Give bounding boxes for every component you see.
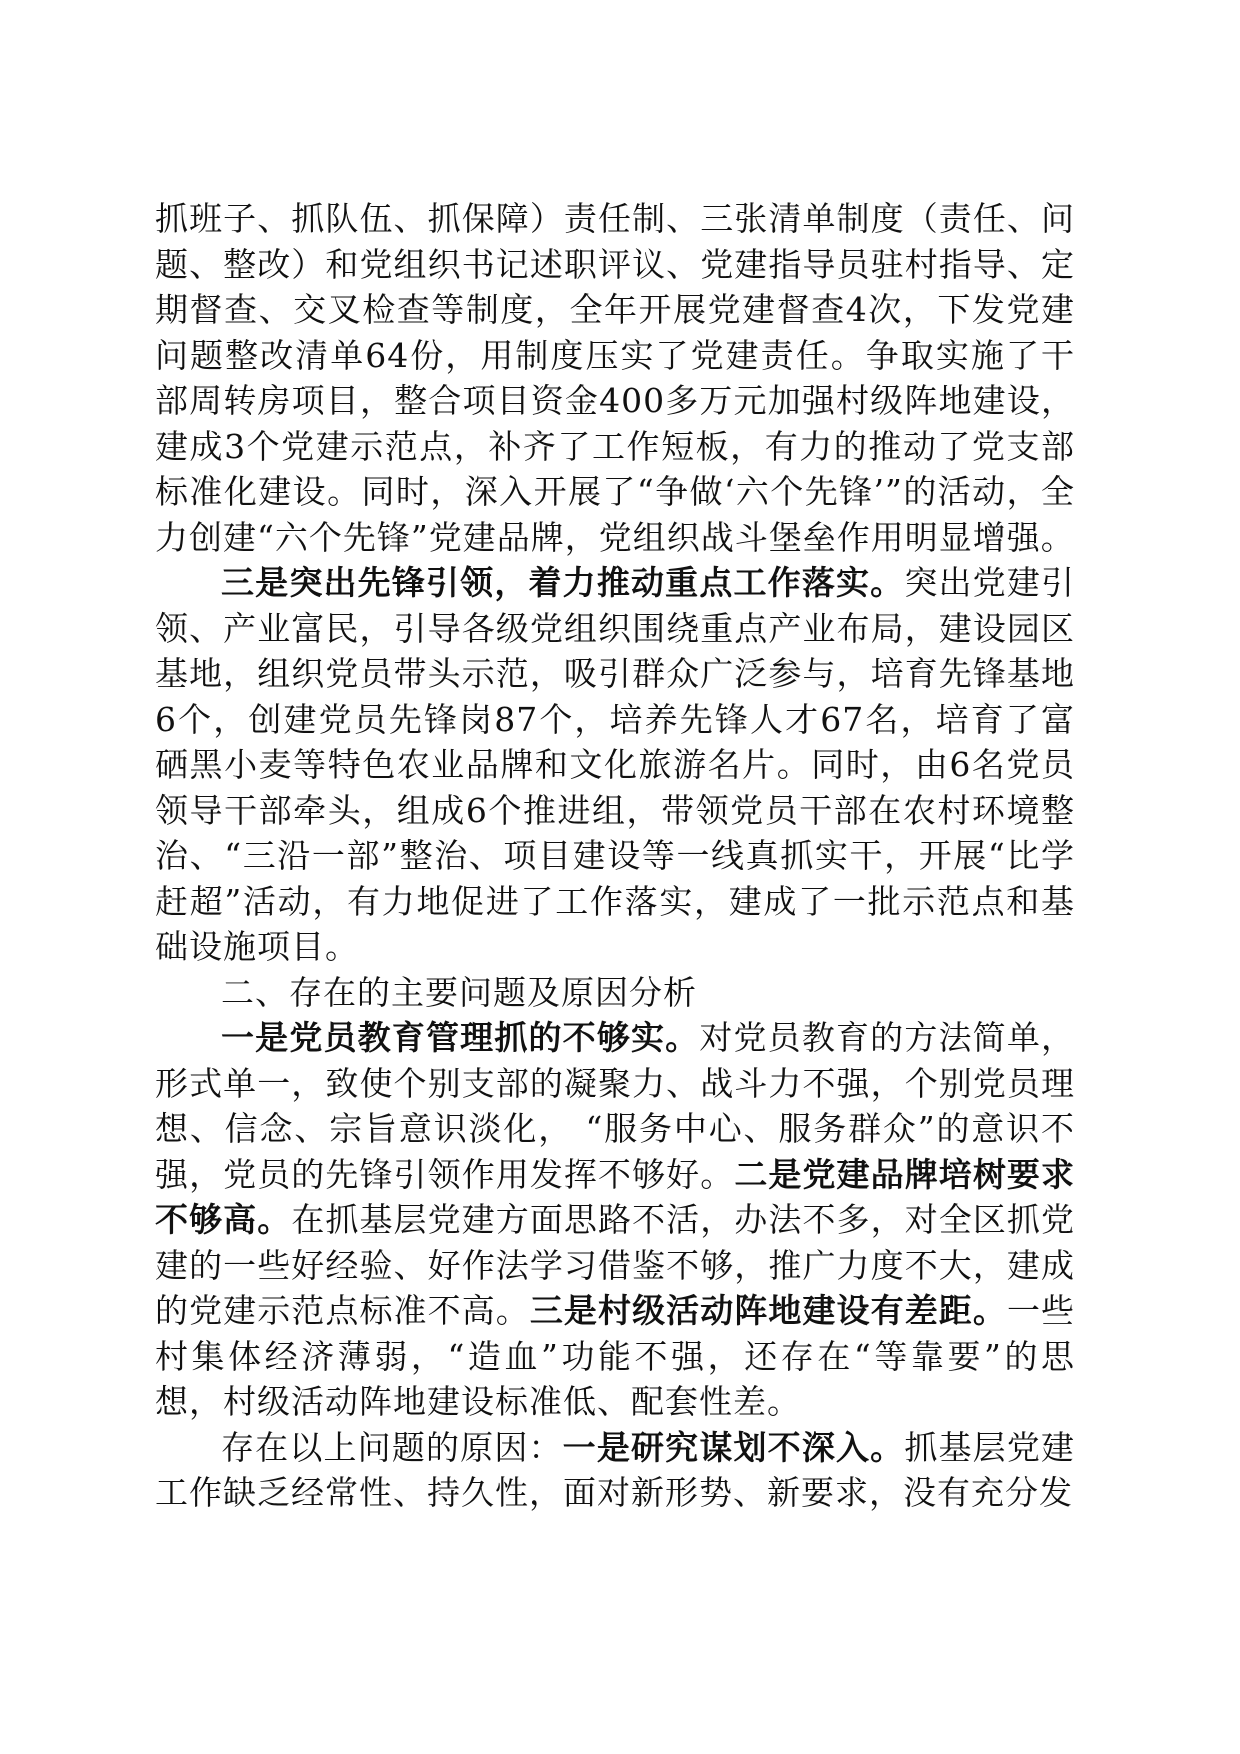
problem-one-bold: 一是党员教育管理抓的不够实。 <box>221 1018 700 1057</box>
section-heading: 二、存在的主要问题及原因分析 <box>221 972 697 1012</box>
paragraph-text: 突出党建引领、产业富民，引导各级党组织围绕重点产业布局，建设园区基地，组织党员带头示范，吸引群众广泛参与，培育先锋基地6个，创建党员先锋岗87个，培养先锋人才67名，培育了富硒黑小麦等特色农业品牌和文化旅游名片。同时，由6名党员领导干部牵头，组成6个推进组，带领党员干部在农村环境整治、“三沿一部”整治、项目建设等一线真抓实干，开展“比学赶超”活动，有力地促进了工作落实，建成了一批示范点和基础设施项目。 <box>155 563 1076 966</box>
paragraph-bold-lead: 三是突出先锋引领，着力推动重点工作落实。 <box>221 563 905 602</box>
paragraph-party-building-responsibility <box>155 196 1075 560</box>
paragraph-causes <box>155 1425 1075 1516</box>
problem-three-text: 一些村集体经济薄弱，“造血”功能不强，还存在“等靠要”的思想，村级活动阵地建设标准低、配套性差。 <box>155 1291 1076 1421</box>
paragraph-pioneer-leading <box>155 560 1075 970</box>
causes-lead: 存在以上问题的原因： <box>221 1427 563 1467</box>
document-body <box>155 196 1075 1516</box>
problem-three-bold: 三是村级活动阵地建设有差距。 <box>529 1291 1007 1330</box>
cause-one-bold: 一是研究谋划不深入。 <box>562 1427 905 1467</box>
paragraph-main-problems <box>155 1015 1075 1425</box>
problem-two-text: 在抓基层党建方面思路不活，办法不多，对全区抓党建的一些好经验、好作法学习借鉴不够，推广力度不大，建成的党建示范点标准不高。 <box>155 1200 1076 1330</box>
cause-one-text: 抓基层党建工作缺乏经常性、持久性，面对新形势、新要求，没有充分发 <box>155 1427 1076 1512</box>
paragraph-text: 抓班子、抓队伍、抓保障）责任制、三张清单制度（责任、问题、整改）和党组织书记述职评议、党建指导员驻村指导、定期督查、交叉检查等制度，全年开展党建督查4次，下发党建问题整改清单64份，用制度压实了党建责任。争取实施了干部周转房项目，整合项目资金400多万元加强村级阵地建设，建成3个党建示范点，补齐了工作短板，有力的推动了党支部标准化建设。同时，深入开展了“争做‘六个先锋’”的活动，全力创建“六个先锋”党建品牌，党组织战斗堡垒作用明显增强。 <box>155 199 1075 557</box>
problem-one-text: 对党员教育的方法简单，形式单一，致使个别支部的凝聚力、战斗力不强，个别党员理想、信念、宗旨意识淡化， “服务中心、服务群众”的意识不强，党员的先锋引领作用发挥不够好。 <box>155 1018 1076 1194</box>
problem-two-bold: 二是党建品牌培树要求不够高。 <box>155 1154 1076 1239</box>
